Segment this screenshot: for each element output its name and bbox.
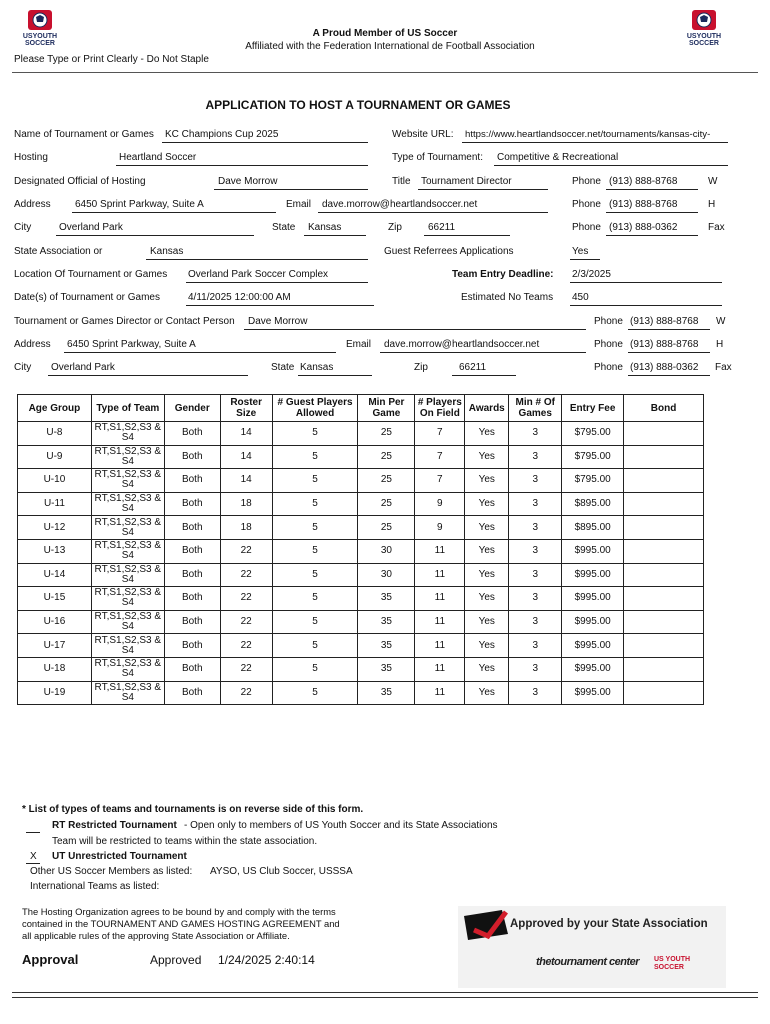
cell-min-games: 3 bbox=[509, 681, 562, 705]
cell-roster-size: 14 bbox=[220, 469, 272, 493]
cell-entry-fee: $795.00 bbox=[562, 469, 624, 493]
phone-w-underline bbox=[606, 189, 698, 190]
cell-min-games: 3 bbox=[509, 469, 562, 493]
cell-bond bbox=[624, 492, 704, 516]
svg-text:USYOUTH: USYOUTH bbox=[22, 33, 58, 40]
tournament-name-field[interactable]: KC Champions Cup 2025 bbox=[165, 129, 279, 140]
header-min-per-game: Min Per Game bbox=[358, 395, 415, 422]
cell-bond bbox=[624, 681, 704, 705]
tournament-name-underline bbox=[162, 142, 368, 143]
cell-roster-size: 22 bbox=[220, 681, 272, 705]
deadline-underline bbox=[570, 282, 722, 283]
director-phone-w-label: Phone bbox=[594, 316, 623, 327]
cell-players-on-field: 7 bbox=[415, 422, 465, 446]
cell-entry-fee: $995.00 bbox=[562, 681, 624, 705]
official-underline bbox=[214, 189, 368, 190]
cell-guest-players: 5 bbox=[272, 492, 358, 516]
cell-awards: Yes bbox=[465, 445, 509, 469]
state-assoc-label: State Association or bbox=[14, 246, 103, 257]
cell-age-group: U-14 bbox=[18, 563, 92, 587]
phone-h-field[interactable]: (913) 888-8768 bbox=[609, 199, 678, 210]
table-row bbox=[18, 445, 704, 469]
cell-gender: Both bbox=[164, 587, 220, 611]
cell-roster-size: 22 bbox=[220, 539, 272, 563]
est-teams-label: Estimated No Teams bbox=[461, 292, 554, 303]
zip-underline bbox=[424, 235, 510, 236]
cell-type-of-team: RT,S1,S2,S3 & S4 bbox=[91, 516, 164, 540]
cell-gender: Both bbox=[164, 563, 220, 587]
website-field[interactable]: https://www.heartlandsoccer.net/tournaments/kansas-city- bbox=[465, 129, 711, 140]
phone-fax-field[interactable]: (913) 888-0362 bbox=[609, 222, 678, 233]
cell-age-group: U-10 bbox=[18, 469, 92, 493]
director-phone-w-underline bbox=[628, 329, 710, 330]
cell-players-on-field: 11 bbox=[415, 539, 465, 563]
cell-awards: Yes bbox=[465, 516, 509, 540]
agreement-line-2: contained in the TOURNAMENT AND GAMES HOSTING AGREEMENT and bbox=[22, 918, 340, 929]
location-field[interactable]: Overland Park Soccer Complex bbox=[188, 269, 329, 280]
cell-gender: Both bbox=[164, 681, 220, 705]
cell-guest-players: 5 bbox=[272, 445, 358, 469]
cell-min-per-game: 25 bbox=[358, 469, 415, 493]
cell-type-of-team: RT,S1,S2,S3 & S4 bbox=[91, 422, 164, 446]
state-underline bbox=[304, 235, 366, 236]
cell-min-per-game: 25 bbox=[358, 422, 415, 446]
deadline-label: Team Entry Deadline: bbox=[452, 269, 554, 280]
cell-min-per-game: 30 bbox=[358, 539, 415, 563]
director-phone-w-suffix: W bbox=[716, 316, 726, 327]
cell-type-of-team: RT,S1,S2,S3 & S4 bbox=[91, 539, 164, 563]
cell-min-per-game: 25 bbox=[358, 516, 415, 540]
cell-roster-size: 22 bbox=[220, 563, 272, 587]
cell-guest-players: 5 bbox=[272, 469, 358, 493]
hosting-underline bbox=[116, 165, 368, 166]
table-row bbox=[18, 587, 704, 611]
cell-age-group: U-19 bbox=[18, 681, 92, 705]
director-phone-fax-field[interactable]: (913) 888-0362 bbox=[630, 362, 699, 373]
tournament-type-field[interactable]: Competitive & Recreational bbox=[497, 152, 619, 163]
svg-text:USYOUTH: USYOUTH bbox=[686, 33, 722, 40]
header-entry-fee: Entry Fee bbox=[562, 395, 624, 422]
cell-awards: Yes bbox=[465, 634, 509, 658]
state-label: State bbox=[272, 222, 296, 233]
table-row bbox=[18, 634, 704, 658]
cell-players-on-field: 7 bbox=[415, 469, 465, 493]
cell-guest-players: 5 bbox=[272, 657, 358, 681]
cell-bond bbox=[624, 587, 704, 611]
address-underline bbox=[72, 212, 276, 213]
dates-field[interactable]: 4/11/2025 12:00:00 AM bbox=[188, 292, 291, 303]
est-teams-field[interactable]: 450 bbox=[572, 292, 589, 303]
guest-refs-label: Guest Referrees Applications bbox=[384, 246, 514, 257]
cell-entry-fee: $795.00 bbox=[562, 422, 624, 446]
director-phone-fax-suffix: Fax bbox=[715, 362, 732, 373]
list-note: * List of types of teams and tournaments is on reverse side of this form. bbox=[22, 804, 364, 815]
cell-min-per-game: 35 bbox=[358, 657, 415, 681]
cell-gender: Both bbox=[164, 422, 220, 446]
cell-entry-fee: $995.00 bbox=[562, 563, 624, 587]
svg-text:SOCCER: SOCCER bbox=[689, 40, 719, 47]
title-label: Title bbox=[392, 176, 411, 187]
cell-type-of-team: RT,S1,S2,S3 & S4 bbox=[91, 469, 164, 493]
header-divider bbox=[12, 72, 758, 73]
cell-entry-fee: $995.00 bbox=[562, 539, 624, 563]
email-field[interactable]: dave.morrow@heartlandsoccer.net bbox=[322, 199, 478, 210]
email-underline bbox=[318, 212, 548, 213]
director-zip-field[interactable]: 66211 bbox=[459, 362, 487, 373]
director-label: Tournament or Games Director or Contact Person bbox=[14, 316, 235, 327]
cell-players-on-field: 9 bbox=[415, 516, 465, 540]
cell-min-games: 3 bbox=[509, 563, 562, 587]
cell-age-group: U-12 bbox=[18, 516, 92, 540]
instruction-text: Please Type or Print Clearly - Do Not Staple bbox=[14, 54, 209, 65]
approval-date: 1/24/2025 2:40:14 bbox=[218, 953, 315, 967]
website-underline bbox=[462, 142, 728, 143]
cell-min-games: 3 bbox=[509, 610, 562, 634]
deadline-field[interactable]: 2/3/2025 bbox=[572, 269, 611, 280]
location-label: Location Of Tournament or Games bbox=[14, 269, 168, 280]
phone-h-underline bbox=[606, 212, 698, 213]
city-underline bbox=[56, 235, 254, 236]
cell-age-group: U-17 bbox=[18, 634, 92, 658]
cell-guest-players: 5 bbox=[272, 516, 358, 540]
director-email-field[interactable]: dave.morrow@heartlandsoccer.net bbox=[384, 339, 540, 350]
cell-age-group: U-16 bbox=[18, 610, 92, 634]
cell-entry-fee: $995.00 bbox=[562, 610, 624, 634]
cell-bond bbox=[624, 657, 704, 681]
cell-roster-size: 18 bbox=[220, 492, 272, 516]
fee-table-header-row bbox=[18, 395, 704, 422]
phone-fax-underline bbox=[606, 235, 698, 236]
cell-roster-size: 18 bbox=[220, 516, 272, 540]
cell-age-group: U-13 bbox=[18, 539, 92, 563]
cell-min-games: 3 bbox=[509, 516, 562, 540]
state-assoc-field[interactable]: Kansas bbox=[150, 246, 184, 257]
member-line: A Proud Member of US Soccer bbox=[312, 28, 458, 39]
approved-by-state-badge bbox=[458, 906, 726, 988]
header-bond: Bond bbox=[624, 395, 704, 422]
director-phone-fax-underline bbox=[628, 375, 710, 376]
cell-awards: Yes bbox=[465, 422, 509, 446]
director-email-underline bbox=[380, 352, 586, 353]
ut-checkbox[interactable] bbox=[26, 863, 40, 864]
official-label: Designated Official of Hosting bbox=[14, 176, 146, 187]
cell-gender: Both bbox=[164, 539, 220, 563]
dates-underline bbox=[186, 305, 374, 306]
cell-type-of-team: RT,S1,S2,S3 & S4 bbox=[91, 634, 164, 658]
table-row bbox=[18, 563, 704, 587]
cell-guest-players: 5 bbox=[272, 610, 358, 634]
agreement-line-3: all applicable rules of the approving State Association or Affiliate. bbox=[22, 930, 290, 941]
rt-checkbox[interactable] bbox=[26, 832, 40, 833]
agreement-line-1: The Hosting Organization agrees to be bound by and comply with the terms bbox=[22, 906, 336, 917]
cell-entry-fee: $995.00 bbox=[562, 657, 624, 681]
city-field[interactable]: Overland Park bbox=[59, 222, 123, 233]
header-guest-players: # Guest Players Allowed bbox=[272, 395, 358, 422]
director-address-label: Address bbox=[14, 339, 51, 350]
official-field[interactable]: Dave Morrow bbox=[218, 176, 278, 187]
svg-text:SOCCER: SOCCER bbox=[25, 40, 55, 47]
cell-bond bbox=[624, 634, 704, 658]
phone-w-field[interactable]: (913) 888-8768 bbox=[609, 176, 678, 187]
table-row bbox=[18, 516, 704, 540]
phone-fax-label: Phone bbox=[572, 222, 601, 233]
cell-min-per-game: 35 bbox=[358, 681, 415, 705]
cell-awards: Yes bbox=[465, 587, 509, 611]
cell-age-group: U-8 bbox=[18, 422, 92, 446]
cell-bond bbox=[624, 516, 704, 540]
address-label: Address bbox=[14, 199, 51, 210]
cell-awards: Yes bbox=[465, 563, 509, 587]
phone-w-label: Phone bbox=[572, 176, 601, 187]
cell-players-on-field: 9 bbox=[415, 492, 465, 516]
director-phone-fax-label: Phone bbox=[594, 362, 623, 373]
cell-awards: Yes bbox=[465, 610, 509, 634]
cell-min-games: 3 bbox=[509, 539, 562, 563]
cell-roster-size: 14 bbox=[220, 422, 272, 446]
tournament-type-label: Type of Tournament: bbox=[392, 152, 483, 163]
cell-entry-fee: $995.00 bbox=[562, 587, 624, 611]
cell-min-per-game: 35 bbox=[358, 610, 415, 634]
header-awards: Awards bbox=[465, 395, 509, 422]
website-label: Website URL: bbox=[392, 129, 454, 140]
phone-w-suffix: W bbox=[708, 176, 718, 187]
state-assoc-underline bbox=[146, 259, 368, 260]
affiliation-line: Affiliated with the Federation International de Football Association bbox=[245, 41, 535, 52]
director-state-field[interactable]: Kansas bbox=[300, 362, 334, 373]
cell-type-of-team: RT,S1,S2,S3 & S4 bbox=[91, 657, 164, 681]
tournament-center-logo: thetournament center bbox=[536, 956, 640, 968]
cell-awards: Yes bbox=[465, 469, 509, 493]
header-min-games: Min # Of Games bbox=[509, 395, 562, 422]
cell-bond bbox=[624, 539, 704, 563]
est-teams-underline bbox=[570, 305, 722, 306]
cell-type-of-team: RT,S1,S2,S3 & S4 bbox=[91, 563, 164, 587]
form-title: APPLICATION TO HOST A TOURNAMENT OR GAMES bbox=[205, 98, 511, 112]
table-row bbox=[18, 422, 704, 446]
phone-h-label: Phone bbox=[572, 199, 601, 210]
location-underline bbox=[186, 282, 368, 283]
cell-age-group: U-9 bbox=[18, 445, 92, 469]
director-phone-h-underline bbox=[628, 352, 710, 353]
cell-type-of-team: RT,S1,S2,S3 & S4 bbox=[91, 492, 164, 516]
cell-guest-players: 5 bbox=[272, 587, 358, 611]
cell-guest-players: 5 bbox=[272, 634, 358, 658]
cell-gender: Both bbox=[164, 469, 220, 493]
cell-players-on-field: 11 bbox=[415, 681, 465, 705]
table-row bbox=[18, 492, 704, 516]
cell-entry-fee: $895.00 bbox=[562, 516, 624, 540]
header-roster-size: Roster Size bbox=[220, 395, 272, 422]
rt-title: RT Restricted Tournament bbox=[52, 820, 177, 831]
cell-min-per-game: 35 bbox=[358, 587, 415, 611]
cell-roster-size: 22 bbox=[220, 657, 272, 681]
cell-type-of-team: RT,S1,S2,S3 & S4 bbox=[91, 610, 164, 634]
director-address-field[interactable]: 6450 Sprint Parkway, Suite A bbox=[67, 339, 196, 350]
footer-divider bbox=[12, 992, 758, 993]
cell-bond bbox=[624, 469, 704, 493]
cell-min-games: 3 bbox=[509, 587, 562, 611]
tournament-type-underline bbox=[494, 165, 728, 166]
director-city-label: City bbox=[14, 362, 32, 373]
cell-bond bbox=[624, 610, 704, 634]
cell-players-on-field: 7 bbox=[415, 445, 465, 469]
cell-guest-players: 5 bbox=[272, 563, 358, 587]
cell-bond bbox=[624, 445, 704, 469]
cell-gender: Both bbox=[164, 657, 220, 681]
table-row bbox=[18, 539, 704, 563]
us-youth-soccer-mini-logo: US YOUTH SOCCER bbox=[654, 956, 691, 971]
table-row bbox=[18, 681, 704, 705]
table-row bbox=[18, 610, 704, 634]
cell-players-on-field: 11 bbox=[415, 657, 465, 681]
hosting-label: Hosting bbox=[14, 152, 48, 163]
cell-entry-fee: $895.00 bbox=[562, 492, 624, 516]
tournament-name-label: Name of Tournament or Games bbox=[14, 129, 154, 140]
director-city-underline bbox=[48, 375, 248, 376]
header-age-group: Age Group bbox=[18, 395, 92, 422]
dates-label: Date(s) of Tournament or Games bbox=[14, 292, 160, 303]
fee-table bbox=[17, 394, 704, 705]
cell-min-games: 3 bbox=[509, 657, 562, 681]
director-phone-w-field[interactable]: (913) 888-8768 bbox=[630, 316, 699, 327]
cell-min-games: 3 bbox=[509, 422, 562, 446]
cell-roster-size: 22 bbox=[220, 634, 272, 658]
cell-roster-size: 22 bbox=[220, 587, 272, 611]
approval-status: Approved bbox=[150, 953, 202, 967]
cell-bond bbox=[624, 563, 704, 587]
zip-field[interactable]: 66211 bbox=[428, 222, 456, 233]
director-email-label: Email bbox=[346, 339, 372, 350]
hosting-field[interactable]: Heartland Soccer bbox=[119, 152, 197, 163]
phone-h-suffix: H bbox=[708, 199, 716, 210]
director-zip-label: Zip bbox=[414, 362, 428, 373]
director-underline bbox=[244, 329, 586, 330]
state-field[interactable]: Kansas bbox=[308, 222, 342, 233]
other-members-label: Other US Soccer Members as listed: bbox=[30, 866, 193, 877]
director-state-label: State bbox=[271, 362, 295, 373]
cell-gender: Both bbox=[164, 610, 220, 634]
cell-awards: Yes bbox=[465, 492, 509, 516]
cell-min-per-game: 25 bbox=[358, 492, 415, 516]
director-phone-h-label: Phone bbox=[594, 339, 623, 350]
cell-awards: Yes bbox=[465, 539, 509, 563]
ut-checkbox-mark: X bbox=[30, 851, 37, 862]
address-field[interactable]: 6450 Sprint Parkway, Suite A bbox=[75, 199, 204, 210]
director-state-underline bbox=[298, 375, 372, 376]
international-label: International Teams as listed: bbox=[30, 881, 160, 892]
director-field[interactable]: Dave Morrow bbox=[248, 316, 308, 327]
cell-age-group: U-15 bbox=[18, 587, 92, 611]
cell-roster-size: 14 bbox=[220, 445, 272, 469]
cell-awards: Yes bbox=[465, 657, 509, 681]
cell-gender: Both bbox=[164, 445, 220, 469]
cell-entry-fee: $995.00 bbox=[562, 634, 624, 658]
cell-roster-size: 22 bbox=[220, 610, 272, 634]
zip-label: Zip bbox=[388, 222, 402, 233]
director-phone-h-field[interactable]: (913) 888-8768 bbox=[630, 339, 699, 350]
guest-refs-underline bbox=[570, 259, 600, 260]
cell-players-on-field: 11 bbox=[415, 563, 465, 587]
cell-awards: Yes bbox=[465, 681, 509, 705]
guest-refs-field[interactable]: Yes bbox=[572, 246, 589, 257]
footer-divider-2 bbox=[12, 997, 758, 998]
cell-age-group: U-18 bbox=[18, 657, 92, 681]
cell-players-on-field: 11 bbox=[415, 587, 465, 611]
title-field[interactable]: Tournament Director bbox=[421, 176, 512, 187]
cell-gender: Both bbox=[164, 634, 220, 658]
cell-min-per-game: 25 bbox=[358, 445, 415, 469]
director-phone-h-suffix: H bbox=[716, 339, 724, 350]
email-label: Email bbox=[286, 199, 312, 210]
city-label: City bbox=[14, 222, 32, 233]
cell-players-on-field: 11 bbox=[415, 610, 465, 634]
cell-type-of-team: RT,S1,S2,S3 & S4 bbox=[91, 445, 164, 469]
header-gender: Gender bbox=[164, 395, 220, 422]
phone-fax-suffix: Fax bbox=[708, 222, 725, 233]
cell-bond bbox=[624, 422, 704, 446]
cell-age-group: U-11 bbox=[18, 492, 92, 516]
ut-title: UT Unrestricted Tournament bbox=[52, 851, 187, 862]
rt-description: - Open only to members of US Youth Soccer and its State Associations bbox=[184, 820, 498, 831]
cell-gender: Both bbox=[164, 492, 220, 516]
cell-min-games: 3 bbox=[509, 492, 562, 516]
approval-label: Approval bbox=[22, 952, 79, 967]
header-type-of-team: Type of Team bbox=[91, 395, 164, 422]
director-city-field[interactable]: Overland Park bbox=[51, 362, 115, 373]
cell-entry-fee: $795.00 bbox=[562, 445, 624, 469]
cell-guest-players: 5 bbox=[272, 681, 358, 705]
approved-badge-text: Approved by your State Association bbox=[510, 918, 708, 930]
director-zip-underline bbox=[452, 375, 516, 376]
cell-guest-players: 5 bbox=[272, 422, 358, 446]
cell-min-games: 3 bbox=[509, 445, 562, 469]
table-row bbox=[18, 469, 704, 493]
cell-min-games: 3 bbox=[509, 634, 562, 658]
table-row bbox=[18, 657, 704, 681]
director-address-underline bbox=[64, 352, 336, 353]
cell-guest-players: 5 bbox=[272, 539, 358, 563]
cell-min-per-game: 30 bbox=[358, 563, 415, 587]
cell-gender: Both bbox=[164, 516, 220, 540]
header-players-on-field: # Players On Field bbox=[415, 395, 465, 422]
rt-description-2: Team will be restricted to teams within the state association. bbox=[52, 836, 318, 847]
cell-players-on-field: 11 bbox=[415, 634, 465, 658]
cell-min-per-game: 35 bbox=[358, 634, 415, 658]
cell-type-of-team: RT,S1,S2,S3 & S4 bbox=[91, 587, 164, 611]
cell-type-of-team: RT,S1,S2,S3 & S4 bbox=[91, 681, 164, 705]
title-underline bbox=[418, 189, 548, 190]
other-members-value: AYSO, US Club Soccer, USSSA bbox=[210, 866, 353, 877]
